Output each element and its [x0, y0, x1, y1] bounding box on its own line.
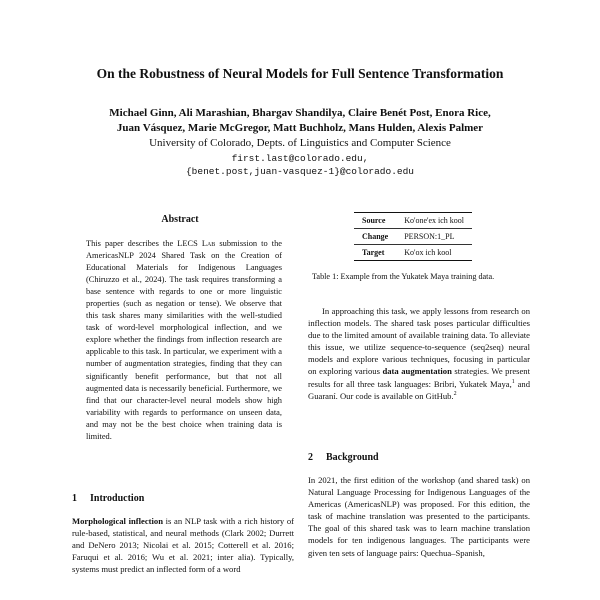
email-line-2: {benet.post,juan-vasquez-1}@colorado.edu	[185, 166, 415, 177]
table-row	[354, 213, 472, 229]
table-key: Change	[354, 229, 396, 245]
example-table	[354, 212, 472, 261]
section-heading-background	[308, 452, 528, 463]
table-row	[354, 245, 472, 261]
paper-title: On the Robustness of Neural Models for Full Sentence Transformation	[96, 66, 504, 81]
para-text-a: In approaching this task, we apply lessons from research on inflection models. The shared task poses particular difficulties due to the limited amount of available training data. To alleviate this issue, we utilize sequence-to-sequence (seq2seq) neural models and explore various techniques, focusing in particular on exploring various	[308, 306, 530, 377]
intro-lead-term: Morphological inflection	[72, 516, 163, 526]
intro-text: is an NLP task with a rich history of rule-based, statistical, and neural methods (Clark 2002; Durrett and DeNero 2013; Nicolai et al. 2015; Cotterell et al. 2016; Faruqui et al. 2016; Wu et al. 2021; inter alia). Typically, systems must predict an inflected form of a word	[72, 516, 294, 575]
background-body: In 2021, the first edition of the workshop (and shared task) on Natural Language Processing for Indigenous Languages of the Americas (AmericasNLP) was proposed. For this edition, the task of machine translation was presented to the participants. The goal of this shared task was to learn machine translation models for ten indigenous languages. The participants were given ten sets of language pairs: Quechua–Spanish,	[308, 475, 530, 558]
author-line-2: Juan Vásquez, Marie McGregor, Matt Buchholz, Mans Hulden, Alexis Palmer	[116, 122, 484, 134]
paragraph	[308, 305, 530, 402]
abstract-lab: Lab	[201, 239, 216, 248]
abstract-heading: Abstract	[161, 214, 199, 225]
table-value: Ko'one'ex ich kool	[396, 213, 472, 229]
author-line-1: Michael Ginn, Ali Marashian, Bhargav Shandilya, Claire Benét Post, Enora Rice,	[109, 107, 491, 119]
section-number: 2	[308, 452, 313, 463]
table-value: PERSON:1_PL	[396, 229, 472, 245]
para-bold-term: data augmentation	[382, 366, 452, 377]
section-number: 1	[72, 493, 77, 504]
table-value: Ko'ox ich kool	[396, 245, 472, 261]
section-title: Background	[326, 452, 379, 463]
affiliation: University of Colorado, Depts. of Linguistics and Computer Science	[149, 137, 451, 149]
abstract-body	[86, 238, 282, 443]
introduction-body	[72, 515, 294, 575]
table-row	[354, 229, 472, 245]
section-title: Introduction	[90, 493, 145, 504]
abstract-text-a: This paper describes the LECS	[86, 239, 202, 248]
para-text-b: strategies. We present results for all three task languages: Bribri, Yukatek Maya,	[308, 366, 530, 389]
table-key: Source	[354, 213, 396, 229]
para-text-c: and Guaraní. Our code is available on GitHub.	[308, 378, 530, 401]
email-line-1: first.last@colorado.edu,	[231, 153, 369, 164]
table-key: Target	[354, 245, 396, 261]
intro-continuation	[308, 305, 530, 402]
table-caption: Table 1: Example from the Yukatek Maya training data.	[312, 272, 495, 281]
footnote-mark-2[interactable]: 2	[453, 390, 457, 397]
author-list	[40, 106, 560, 136]
section-heading-introduction	[72, 493, 292, 504]
abstract-text-b: submission to the AmericasNLP 2024 Shared Task on the Creation of Educational Materials for Indigenous Languages (Chiruzzo et al., 2024). The task requires transforming a base sentence with regards to one or more linguistic properties (such as negation or tense). We observe that this task shares many similarities with the well-studied task of word-level morphological inflection, and we explore whether the findings from inflection research are applicable to this task. In particular, we experiment with a number of augmentation strategies, finding that they can significantly benefit performance, but that not all augmented data is necessarily beneficial. Furthermore, we find that our character-level neural models show high variability with regards to performance on unseen data, and may not be the best choice when training data is limited.	[86, 239, 282, 441]
footnote-mark-1[interactable]: 1	[511, 378, 515, 385]
